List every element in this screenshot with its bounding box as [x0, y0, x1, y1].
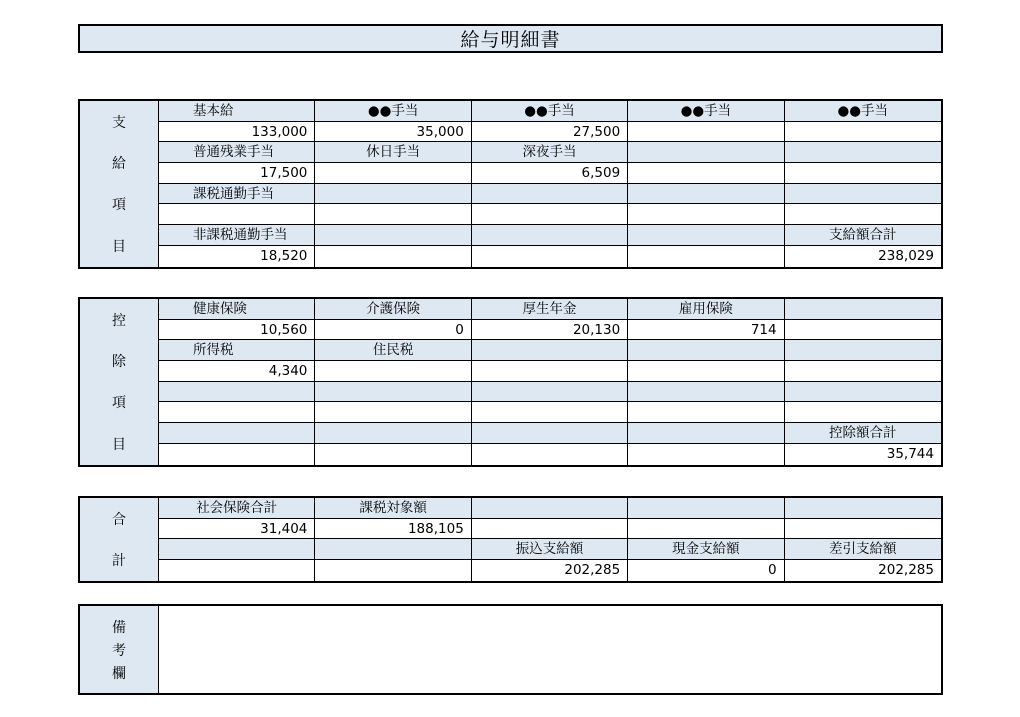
item-label-cell: 差引支給額 [785, 539, 941, 560]
item-label-cell [785, 299, 941, 320]
item-label-cell: ●●手当 [785, 101, 941, 122]
item-label-cell [315, 539, 471, 560]
item-label-cell [785, 142, 941, 163]
item-label-cell [785, 498, 941, 519]
item-label-cell [315, 225, 471, 246]
totals-side-label [80, 498, 159, 581]
item-label-cell: 振込支給額 [472, 539, 628, 560]
amount-cell [785, 320, 941, 341]
amount-cell [785, 519, 941, 540]
deductions-section [78, 297, 943, 467]
totals-section [78, 496, 943, 583]
side-char: 備 [112, 619, 126, 636]
item-label-cell: 休日手当 [315, 142, 471, 163]
item-label-cell: 健康保険 [159, 299, 315, 320]
amount-cell [785, 361, 941, 382]
side-char: 欄 [112, 665, 126, 682]
item-label-cell: ●●手当 [628, 101, 784, 122]
amount-cell [472, 204, 628, 225]
side-char: 目 [112, 436, 126, 453]
amount-cell [159, 402, 315, 423]
item-label-cell [628, 184, 784, 205]
item-label-cell: 課税通勤手当 [159, 184, 315, 205]
amount-cell: 18,520 [159, 246, 315, 267]
amount-cell: 202,285 [785, 560, 941, 581]
item-label-cell [472, 225, 628, 246]
amount-cell: 238,029 [785, 246, 941, 267]
item-label-cell [159, 539, 315, 560]
amount-cell: 4,340 [159, 361, 315, 382]
payments-grid [159, 101, 941, 267]
amount-cell [472, 519, 628, 540]
payments-section [78, 99, 943, 269]
amount-cell [628, 122, 784, 143]
amount-cell [628, 204, 784, 225]
item-label-cell [472, 498, 628, 519]
side-char: 合 [112, 511, 126, 528]
amount-cell [472, 402, 628, 423]
side-char: 支 [112, 114, 126, 131]
item-label-cell: ●●手当 [472, 101, 628, 122]
item-label-cell: 普通残業手当 [159, 142, 315, 163]
side-char: 項 [112, 197, 126, 214]
item-label-cell: 社会保険合計 [159, 498, 315, 519]
notes-side-label [80, 606, 159, 693]
notes-section [78, 604, 943, 695]
item-label-cell [159, 382, 315, 403]
amount-cell [628, 246, 784, 267]
side-char: 目 [112, 238, 126, 255]
amount-cell: 31,404 [159, 519, 315, 540]
amount-cell: 10,560 [159, 320, 315, 341]
amount-cell [315, 402, 471, 423]
side-char: 考 [112, 642, 126, 659]
item-label-cell [785, 184, 941, 205]
item-label-cell [628, 423, 784, 444]
amount-cell [315, 560, 471, 581]
side-char: 項 [112, 395, 126, 412]
item-label-cell: 住民税 [315, 340, 471, 361]
amount-cell [628, 519, 784, 540]
amount-cell [315, 444, 471, 465]
item-label-cell [628, 142, 784, 163]
item-label-cell [315, 382, 471, 403]
amount-cell: 188,105 [315, 519, 471, 540]
amount-cell [315, 163, 471, 184]
item-label-cell: 支給額合計 [785, 225, 941, 246]
side-char: 控 [112, 312, 126, 329]
item-label-cell [472, 184, 628, 205]
amount-cell [628, 444, 784, 465]
amount-cell [159, 444, 315, 465]
amount-cell: 202,285 [472, 560, 628, 581]
amount-cell [159, 560, 315, 581]
amount-cell [628, 402, 784, 423]
item-label-cell [472, 382, 628, 403]
item-label-cell: ●●手当 [315, 101, 471, 122]
amount-cell: 6,509 [472, 163, 628, 184]
amount-cell: 0 [315, 320, 471, 341]
payments-side-label [80, 101, 159, 267]
deductions-side-label [80, 299, 159, 465]
amount-cell [785, 163, 941, 184]
amount-cell: 133,000 [159, 122, 315, 143]
item-label-cell [785, 340, 941, 361]
amount-cell [159, 204, 315, 225]
item-label-cell: 課税対象額 [315, 498, 471, 519]
totals-grid [159, 498, 941, 581]
amount-cell: 27,500 [472, 122, 628, 143]
amount-cell: 20,130 [472, 320, 628, 341]
amount-cell [628, 163, 784, 184]
item-label-cell [159, 423, 315, 444]
item-label-cell: 所得税 [159, 340, 315, 361]
item-label-cell [628, 498, 784, 519]
amount-cell: 0 [628, 560, 784, 581]
amount-cell [315, 246, 471, 267]
amount-cell [472, 246, 628, 267]
item-label-cell: 厚生年金 [472, 299, 628, 320]
item-label-cell: 介護保険 [315, 299, 471, 320]
item-label-cell [785, 382, 941, 403]
amount-cell [315, 204, 471, 225]
item-label-cell: 控除額合計 [785, 423, 941, 444]
item-label-cell [472, 340, 628, 361]
amount-cell: 17,500 [159, 163, 315, 184]
deductions-grid [159, 299, 941, 465]
amount-cell [785, 402, 941, 423]
amount-cell: 35,000 [315, 122, 471, 143]
amount-cell [785, 122, 941, 143]
document-title [78, 24, 943, 53]
amount-cell [315, 361, 471, 382]
item-label-cell: 深夜手当 [472, 142, 628, 163]
item-label-cell [315, 423, 471, 444]
amount-cell [785, 204, 941, 225]
side-char: 計 [112, 553, 126, 570]
side-char: 給 [112, 156, 126, 173]
item-label-cell [315, 184, 471, 205]
item-label-cell: 非課税通勤手当 [159, 225, 315, 246]
item-label-cell: 雇用保険 [628, 299, 784, 320]
item-label-cell [628, 225, 784, 246]
amount-cell [628, 361, 784, 382]
side-char: 除 [112, 354, 126, 371]
amount-cell [472, 444, 628, 465]
item-label-cell: 現金支給額 [628, 539, 784, 560]
item-label-cell: 基本給 [159, 101, 315, 122]
notes-field[interactable] [159, 606, 941, 693]
amount-cell [472, 361, 628, 382]
document-title-text: 給与明細書 [460, 29, 561, 51]
amount-cell: 714 [628, 320, 784, 341]
item-label-cell [628, 382, 784, 403]
amount-cell: 35,744 [785, 444, 941, 465]
item-label-cell [472, 423, 628, 444]
item-label-cell [628, 340, 784, 361]
